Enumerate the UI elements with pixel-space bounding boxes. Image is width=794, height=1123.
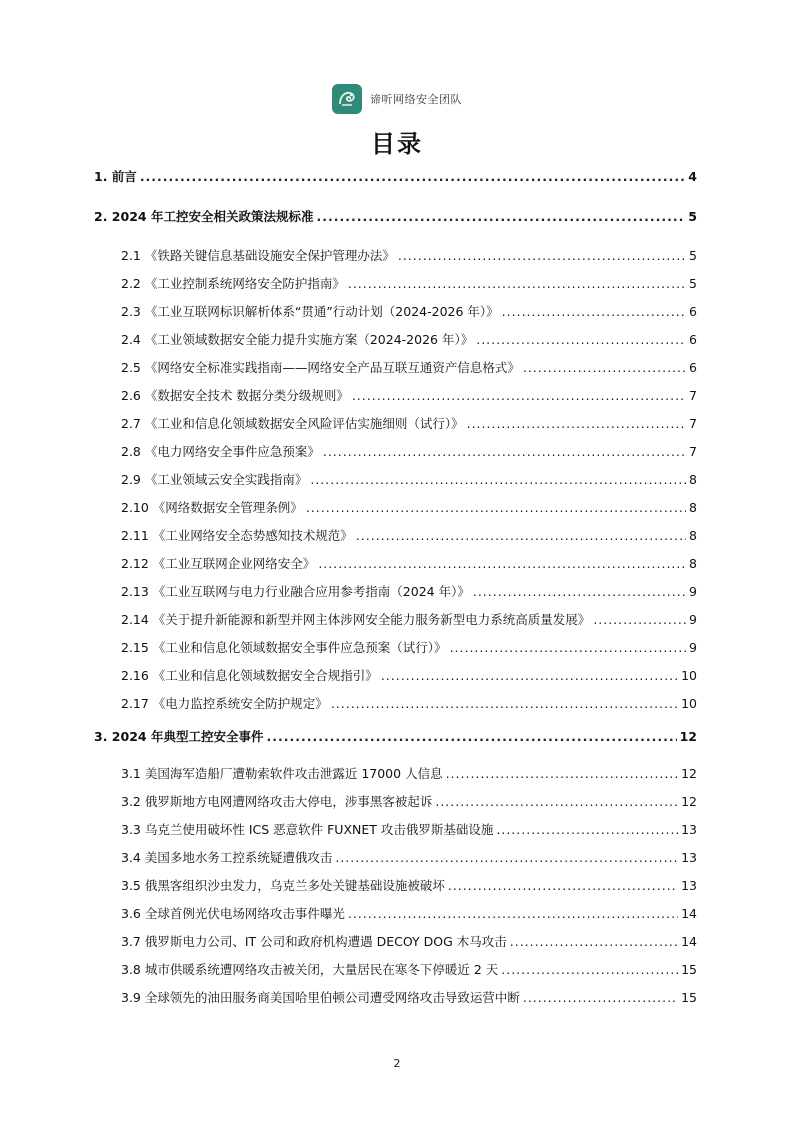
toc-leader-dots [593, 610, 686, 630]
toc-entry-title: 2.4 《工业领域数据安全能力提升实施方案（2024-2026 年）》 [121, 332, 474, 347]
toc-leader-dots [450, 638, 686, 658]
toc-entry[interactable] [0, 792, 794, 812]
toc-entry-title: 2.9 《工业领域云安全实践指南》 [121, 472, 308, 487]
toc-entry[interactable] [0, 207, 794, 227]
toc-entry-page: 6 [689, 332, 697, 347]
toc-leader-dots [348, 274, 686, 294]
toc-entry[interactable] [0, 820, 794, 840]
toc-leader-dots [523, 358, 686, 378]
toc-entry[interactable] [0, 848, 794, 868]
toc-leader-dots [476, 330, 686, 350]
toc-leader-dots [335, 848, 678, 868]
toc-leader-dots [448, 876, 678, 896]
toc-entry-title: 3.1 美国海军造船厂遭勒索软件攻击泄露近 17000 人信息 [121, 766, 443, 781]
toc-leader-dots [323, 442, 686, 462]
toc-entry-page: 7 [689, 416, 697, 431]
toc-entry[interactable] [0, 727, 794, 747]
toc-entry-page: 15 [681, 962, 697, 977]
toc-entry[interactable] [0, 274, 794, 294]
toc-entry-page: 14 [681, 934, 697, 949]
toc-entry[interactable] [0, 988, 794, 1008]
toc-entry-title: 2.3 《工业互联网标识解析体系“贯通”行动计划（2024-2026 年）》 [121, 304, 499, 319]
toc-entry-page: 5 [689, 248, 697, 263]
toc-entry-title: 2.5 《网络安全标准实践指南——网络安全产品互联互通资产信息格式》 [121, 360, 520, 375]
toc-entry[interactable] [0, 442, 794, 462]
toc-leader-dots [316, 207, 685, 227]
page-header [0, 84, 794, 114]
toc-entry-page: 13 [681, 878, 697, 893]
toc-leader-dots [306, 498, 686, 518]
toc-entry[interactable] [0, 358, 794, 378]
toc-entry-title: 3.8 城市供暖系统遭网络攻击被关闭，大量居民在寒冬下停暖近 2 天 [121, 962, 499, 977]
toc-entry-title: 2.13 《工业互联网与电力行业融合应用参考指南（2024 年）》 [121, 584, 470, 599]
toc-leader-dots [348, 904, 678, 924]
page-number: 2 [393, 1057, 401, 1070]
toc-entry-title: 3.2 俄罗斯地方电网遭网络攻击大停电，涉事黑客被起诉 [121, 794, 433, 809]
toc-entry-page: 7 [689, 444, 697, 459]
toc-entry-page: 8 [689, 528, 697, 543]
toc-entry[interactable] [0, 610, 794, 630]
toc-entry-title: 3.5 俄黑客组织沙虫发力，乌克兰多处关键基础设施被破坏 [121, 878, 445, 893]
toc-entry-page: 10 [681, 696, 697, 711]
toc-entry-page: 9 [689, 584, 697, 599]
toc-entry[interactable] [0, 386, 794, 406]
toc-entry-page: 6 [689, 304, 697, 319]
toc-entry[interactable] [0, 302, 794, 322]
toc-leader-dots [381, 666, 678, 686]
toc-entry-page: 12 [679, 729, 697, 744]
toc-leader-dots [473, 582, 686, 602]
toc-entry[interactable] [0, 694, 794, 714]
toc-entry[interactable] [0, 167, 794, 187]
toc-entry[interactable] [0, 876, 794, 896]
toc-entry[interactable] [0, 554, 794, 574]
toc-leader-dots [523, 988, 678, 1008]
toc-leader-dots [266, 727, 676, 747]
toc-entry-page: 10 [681, 668, 697, 683]
toc-leader-dots [435, 792, 678, 812]
toc-entry-title: 2. 2024 年工控安全相关政策法规标准 [94, 209, 314, 224]
toc-leader-dots [352, 386, 686, 406]
toc-leader-dots [310, 470, 686, 490]
toc-entry[interactable] [0, 330, 794, 350]
toc-entry[interactable] [0, 414, 794, 434]
toc-entry-page: 13 [681, 850, 697, 865]
toc-entry-title: 2.2 《工业控制系统网络安全防护指南》 [121, 276, 345, 291]
toc-entry-title: 2.17 《电力监控系统安全防护规定》 [121, 696, 328, 711]
toc-entry-page: 12 [681, 766, 697, 781]
toc-leader-dots [510, 932, 678, 952]
toc-entry[interactable] [0, 960, 794, 980]
toc-leader-dots [496, 820, 678, 840]
toc-leader-dots [318, 554, 686, 574]
toc-entry-page: 5 [688, 209, 697, 224]
toc-entry-title: 3.6 全球首例光伏电场网络攻击事件曝光 [121, 906, 345, 921]
toc-entry[interactable] [0, 932, 794, 952]
toc-entry-title: 2.12 《工业互联网企业网络安全》 [121, 556, 316, 571]
toc-entry-title: 3.7 俄罗斯电力公司、IT 公司和政府机构遭遇 DECOY DOG 木马攻击 [121, 934, 507, 949]
toc-entry-page: 12 [681, 794, 697, 809]
toc-entry-title: 2.15 《工业和信息化领域数据安全事件应急预案（试行）》 [121, 640, 447, 655]
toc-entry[interactable] [0, 904, 794, 924]
toc-entry-page: 9 [689, 612, 697, 627]
toc-entry[interactable] [0, 764, 794, 784]
toc-entry-page: 6 [689, 360, 697, 375]
toc-entry-page: 9 [689, 640, 697, 655]
toc-entry-title: 2.1 《铁路关键信息基础设施安全保护管理办法》 [121, 248, 395, 263]
toc-entry-page: 8 [689, 472, 697, 487]
toc-entry-title: 2.6 《数据安全技术 数据分类分级规则》 [121, 388, 349, 403]
toc-entry-title: 3. 2024 年典型工控安全事件 [94, 729, 264, 744]
toc-entry-page: 14 [681, 906, 697, 921]
toc-entry-page: 7 [689, 388, 697, 403]
dragon-logo-icon [332, 84, 362, 114]
toc-entry[interactable] [0, 470, 794, 490]
toc-leader-dots [446, 764, 679, 784]
toc-entry-title: 1. 前言 [94, 169, 137, 184]
toc-entry-page: 8 [689, 500, 697, 515]
toc-leader-dots [501, 960, 678, 980]
toc-leader-dots [467, 414, 686, 434]
toc-entry[interactable] [0, 526, 794, 546]
toc-entry-title: 2.10 《网络数据安全管理条例》 [121, 500, 303, 515]
toc-entry-page: 13 [681, 822, 697, 837]
toc-entry[interactable] [0, 246, 794, 266]
toc-leader-dots [140, 167, 685, 187]
toc-leader-dots [356, 526, 686, 546]
toc-entry-title: 2.7 《工业和信息化领域数据安全风险评估实施细则（试行）》 [121, 416, 464, 431]
toc-leader-dots [398, 246, 686, 266]
toc-entry-title: 2.16 《工业和信息化领域数据安全合规指引》 [121, 668, 378, 683]
toc-entry[interactable] [0, 582, 794, 602]
toc-entry-page: 4 [688, 169, 697, 184]
org-name: 谛听网络安全团队 [370, 93, 462, 106]
toc-entry-page: 8 [689, 556, 697, 571]
toc-entry-title: 3.3 乌克兰使用破坏性 ICS 恶意软件 FUXNET 攻击俄罗斯基础设施 [121, 822, 494, 837]
toc-leader-dots [331, 694, 678, 714]
toc-leader-dots [502, 302, 686, 322]
toc-entry[interactable] [0, 638, 794, 658]
toc-entry[interactable] [0, 666, 794, 686]
toc-entry-page: 5 [689, 276, 697, 291]
toc-entry-page: 15 [681, 990, 697, 1005]
toc-entry-title: 2.14 《关于提升新能源和新型并网主体涉网安全能力服务新型电力系统高质量发展》 [121, 612, 591, 627]
toc-entry-title: 2.8 《电力网络安全事件应急预案》 [121, 444, 320, 459]
toc-entry-title: 3.4 美国多地水务工控系统疑遭俄攻击 [121, 850, 333, 865]
toc-entry[interactable] [0, 498, 794, 518]
toc-entry-title: 2.11 《工业网络安全态势感知技术规范》 [121, 528, 353, 543]
page-title: 目录 [371, 130, 423, 158]
toc-entry-title: 3.9 全球领先的油田服务商美国哈里伯顿公司遭受网络攻击导致运营中断 [121, 990, 520, 1005]
